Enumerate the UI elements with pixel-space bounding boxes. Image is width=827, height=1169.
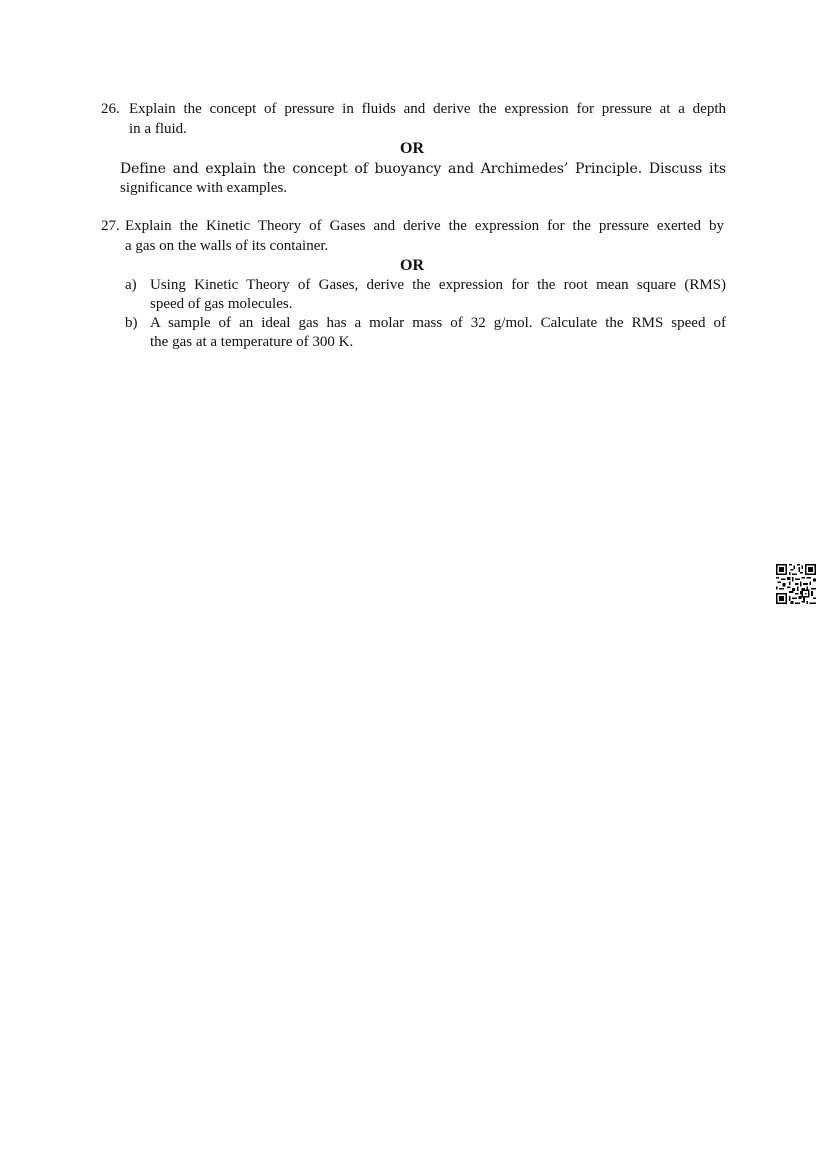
sub-part-text-line: speed of gas molecules. <box>150 296 293 312</box>
sub-part-label: b) <box>125 315 138 331</box>
qr-code <box>776 564 816 604</box>
question-text-line: in a fluid. <box>129 121 187 137</box>
sub-part-text-line: A sample of an ideal gas has a molar mass of 32 g/mol. Calculate the RMS speed of <box>150 315 726 331</box>
sub-part-label: a) <box>125 277 137 293</box>
question-text-line: Explain the concept of pressure in fluids and derive the expression for pressure at a depth <box>129 101 726 117</box>
sub-part-text-line: the gas at a temperature of 300 K. <box>150 334 354 350</box>
question-number: 27. <box>101 218 120 234</box>
sub-part-text-line: Using Kinetic Theory of Gases, derive the expression for the root mean square (RMS) <box>150 277 726 293</box>
or-separator: OR <box>400 140 424 157</box>
or-separator: OR <box>400 257 424 274</box>
alternative-question-line: Define and explain the concept of buoyancy and Archimedes’ Principle. Discuss its <box>120 161 726 177</box>
question-text-line: a gas on the walls of its container. <box>125 238 329 254</box>
alternative-question-line: significance with examples. <box>120 180 288 196</box>
question-number: 26. <box>101 101 120 117</box>
question-text-line: Explain the Kinetic Theory of Gases and derive the expression for the pressure exerted by <box>125 218 724 234</box>
